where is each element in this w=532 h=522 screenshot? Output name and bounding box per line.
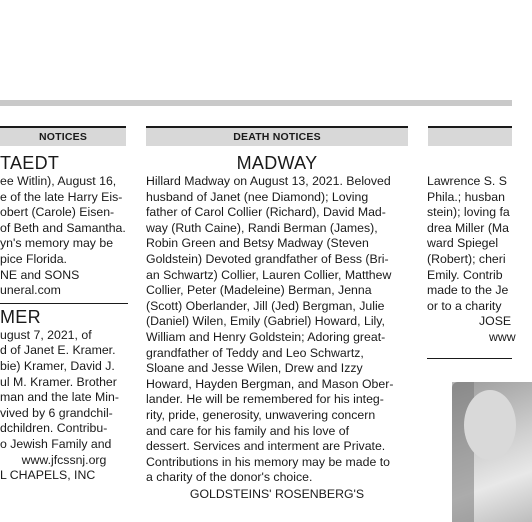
photo-face <box>464 390 516 460</box>
notice-body-madway <box>146 174 408 502</box>
notice-line: husband of Janet (nee Diamond); Loving <box>146 189 369 204</box>
notice-line: pice Florida. <box>0 251 67 266</box>
notice-line: grandfather of Teddy and Leo Schwartz, <box>146 345 364 360</box>
notice-line: lander. He will be remembered for his integ- <box>146 392 384 407</box>
notice-line: way (Ruth Caine), Randi Berman (James), <box>146 220 378 235</box>
funeral-home-name: JOSE <box>479 314 512 329</box>
notice-body-lawrence <box>427 174 516 346</box>
notice-line: ugust 7, 2021, of <box>0 327 92 342</box>
notice-line: d of Janet E. Kramer. <box>0 343 116 358</box>
funeral-home-name: NE and SONS <box>0 267 80 282</box>
notice-url: www.jfcssnj.org <box>21 452 107 467</box>
notice-separator <box>0 303 128 304</box>
notice-line: yn's memory may be <box>0 236 114 251</box>
notice-line: Hillard Madway on August 13, 2021. Beloved <box>146 174 391 188</box>
funeral-home-url: uneral.com <box>0 283 61 298</box>
notice-line: ward Spiegel <box>427 236 499 251</box>
notice-line: rity, pride, generosity, unwavering concern <box>146 407 376 422</box>
notice-line: man and the late Min- <box>0 390 119 405</box>
notice-line: Goldstein) Devoted grandfather of Bess (Bri- <box>146 251 389 266</box>
notice-line: stein); loving fa <box>427 205 510 220</box>
notice-line: an Schwartz) Collier, Lauren Collier, Matthew <box>146 267 392 282</box>
notice-line: (Scott) Oberlander, Jill (Jed) Bergman, Julie <box>146 298 385 313</box>
portrait-photo <box>452 382 532 522</box>
notice-line: dessert. Services and interment are Private. <box>146 439 386 454</box>
notice-line: obert (Carole) Eisen- <box>0 205 115 220</box>
notice-line: e of the late Harry Eis- <box>0 189 123 204</box>
notice-line: Collier, Peter (Madeleine) Berman, Jenna <box>146 283 372 298</box>
funeral-home-url: www <box>489 329 516 344</box>
funeral-home-name: L CHAPELS, INC <box>0 468 96 483</box>
notice-line: Robin Green and Betsy Madway (Steven <box>146 236 369 251</box>
notice-body-taedt <box>0 174 128 299</box>
notice-name-kramer: MER <box>0 306 41 327</box>
notice-line: drea Miller (Ma <box>427 220 509 235</box>
notice-line: father of Carol Collier (Richard), David Mad- <box>146 205 386 220</box>
notice-name-taedt: TAEDT <box>0 153 60 173</box>
notice-line: made to the Je <box>427 283 509 298</box>
notice-line: Sloane and Jesse Wilen, Drew and Izzy <box>146 361 363 376</box>
notice-line: and care for his family and his love of <box>146 423 350 438</box>
notice-line: of Beth and Samantha. <box>0 220 126 235</box>
notice-body-kramer <box>0 328 128 484</box>
notice-line: (Robert); cheri <box>427 251 506 266</box>
funeral-home-name: GOLDSTEINS' ROSENBERG'S <box>189 486 365 501</box>
center-column-header: DEATH NOTICES <box>146 126 408 146</box>
notice-name-madway: MADWAY <box>236 153 318 173</box>
notice-line: o Jewish Family and <box>0 436 112 451</box>
notice-line: ul M. Kramer. Brother <box>0 374 117 389</box>
notice-line: or to a charity <box>427 298 502 313</box>
page-divider-rule <box>0 100 512 106</box>
notice-line: a charity of the donor's choice. <box>146 470 313 485</box>
notice-line: Phila.; husban <box>427 189 505 204</box>
notice-line: Howard, Hayden Bergman, and Mason Ober- <box>146 376 394 391</box>
right-column-header <box>428 126 512 146</box>
page-top-blank <box>0 0 512 100</box>
notice-line: Contributions in his memory may be made to <box>146 454 390 469</box>
left-column-header: NOTICES <box>0 126 126 146</box>
notice-line: Lawrence S. S <box>427 174 507 188</box>
notice-line: Emily. Contrib <box>427 267 503 282</box>
notice-line: bie) Kramer, David J. <box>0 358 115 373</box>
notice-line: dchildren. Contribu- <box>0 421 108 436</box>
notice-line: vived by 6 grandchil- <box>0 405 113 420</box>
notice-separator <box>427 358 512 359</box>
left-column <box>0 150 128 512</box>
notice-line: William and Henry Goldstein; Adoring great- <box>146 329 386 344</box>
notice-line: ee Witlin), August 16, <box>0 174 117 188</box>
notice-line: (Daniel) Wilen, Emily (Gabriel) Howard, Lily, <box>146 314 385 329</box>
center-column <box>146 150 408 512</box>
